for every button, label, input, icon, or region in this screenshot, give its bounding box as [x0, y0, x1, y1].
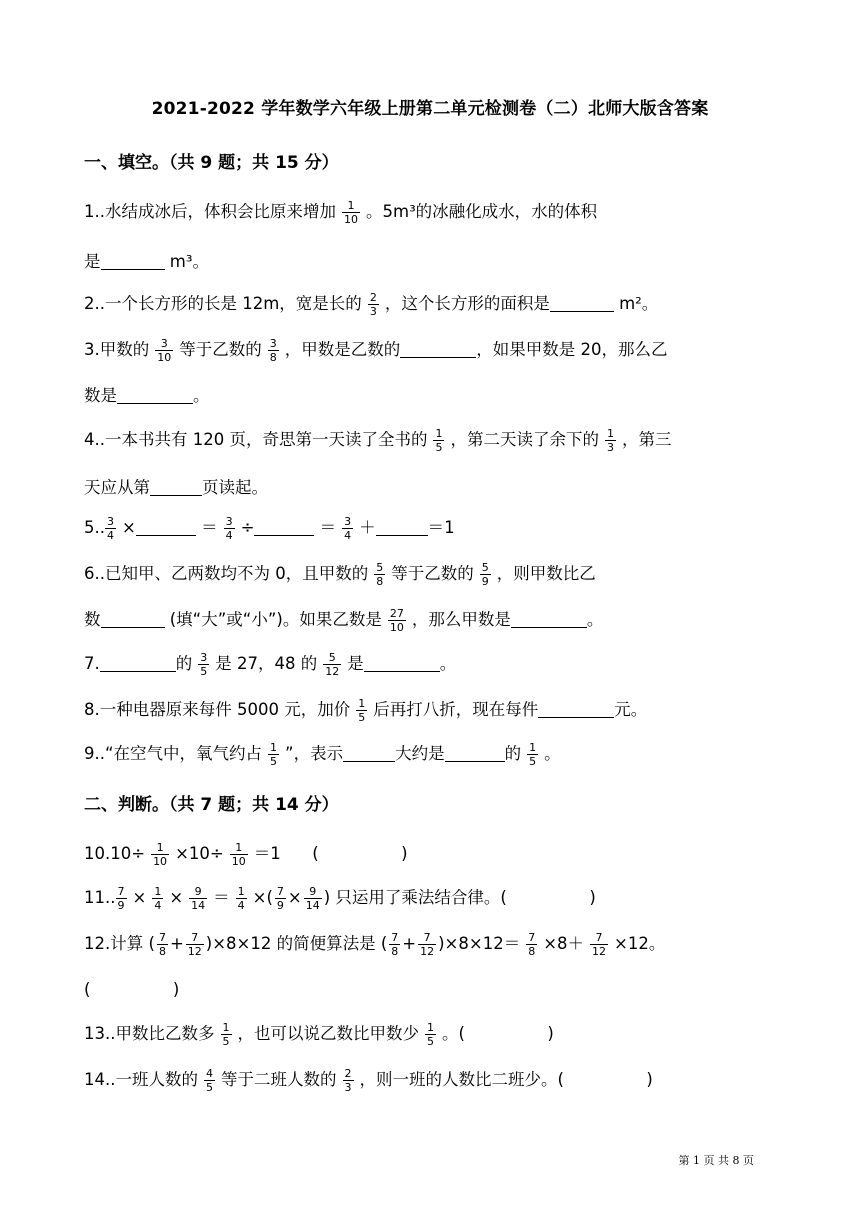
fraction: $\frac{7}{8}$ [528, 931, 536, 958]
answer-blank[interactable] [550, 295, 614, 312]
fraction: $\frac{1}{5}$ [529, 741, 537, 768]
question-4: 4..一本书共有 120 页，奇思第一天读了全书的 $\frac{1}{5}$ ，第二天读了余下的 $\frac{1}{3}$ ，第三 [84, 427, 672, 454]
fraction: $\frac{7}{12}$ [420, 931, 435, 958]
question-10: 10.10÷ $\frac{1}{10}$ ×10÷ $\frac{1}{10}$ ＝1 ( ) [84, 841, 408, 868]
question-1: 1..水结成冰后，体积会比原来增加 $\frac{1}{10}$ 。5m³的冰融化成水，水的体积 [84, 199, 598, 226]
fraction: $\frac{1}{5}$ [222, 1021, 230, 1048]
fraction: $\frac{27}{10}$ [389, 607, 404, 634]
fraction: $\frac{3}{10}$ [157, 337, 172, 364]
fraction: $\frac{1}{5}$ [358, 697, 366, 724]
fraction: $\frac{3}{5}$ [200, 651, 208, 678]
fraction: $\frac{1}{10}$ [344, 199, 358, 226]
answer-blank[interactable] [364, 655, 440, 672]
question-13: 13..甲数比乙数多 $\frac{1}{5}$ ，也可以说乙数比甲数少 $\frac{1}{5}$ 。( ) [84, 1021, 554, 1048]
fraction: $\frac{7}{12}$ [592, 931, 607, 958]
answer-blank[interactable] [100, 655, 176, 672]
question-14: 14..一班人数的 $\frac{4}{5}$ 等于二班人数的 $\frac{2}{3}$ ，则一班的人数比二班少。( ) [84, 1067, 653, 1094]
fraction: $\frac{3}{8}$ [269, 337, 277, 364]
fraction: $\frac{1}{10}$ [231, 841, 246, 868]
answer-blank[interactable] [400, 341, 476, 358]
question-3: 3.甲数的 $\frac{3}{10}$ 等于乙数的 $\frac{3}{8}$ ，甲数是乙数的 ，如果甲数是 20，那么乙 [84, 337, 668, 364]
answer-blank[interactable] [101, 611, 165, 628]
question-9: 9..“在空气中，氧气约占 $\frac{1}{5}$ ”，表示 大约是 的 $\frac{1}{5}$ 。 [84, 741, 561, 768]
answer-paren[interactable]: ( ) [312, 844, 408, 863]
question-7: 7. 的 $\frac{3}{5}$ 是 27，48 的 $\frac{5}{12}$ 是 。 [84, 651, 457, 678]
question-12-cont [84, 976, 179, 1000]
question-6: 6..已知甲、乙两数均不为 0，且甲数的 $\frac{5}{8}$ 等于乙数的 $\frac{5}{9}$ ，则甲数比乙 [84, 561, 596, 588]
question-6-cont: 数 (填“大”或“小”)。如果乙数是 $\frac{27}{10}$ ，那么甲数是 。 [84, 607, 604, 634]
fraction: $\frac{3}{4}$ [344, 515, 352, 542]
section-judge-heading: 二、判断。（共 7 题；共 14 分） [84, 795, 339, 815]
answer-blank[interactable] [538, 701, 614, 718]
question-11: 11.. $\frac{7}{9}$ × $\frac{1}{4}$ × $\frac{9}{14}$ ＝ $\frac{1}{4}$ ×( $\frac{7}{9}$ × $\frac{9}{14}$ ) 只运用了乘法结合律。( ) [84, 885, 596, 912]
page-footer: 第 1 页 共 8 页 [678, 1154, 754, 1167]
question-5: 5.. $\frac{3}{4}$ × ＝ $\frac{3}{4}$ ÷ ＝ $\frac{3}{4}$ ＋ ＝1 [84, 515, 455, 542]
fraction: $\frac{1}{4}$ [237, 885, 245, 912]
fraction: $\frac{1}{10}$ [153, 841, 168, 868]
answer-blank[interactable] [101, 253, 165, 270]
question-2: 2..一个长方形的长是 12m，宽是长的 $\frac{2}{3}$ ，这个长方形的面积是 m²。 [84, 291, 659, 318]
document-title: 2021-2022 学年数学六年级上册第二单元检测卷（二）北师大版含答案 [151, 99, 709, 119]
fraction: $\frac{7}{9}$ [117, 885, 125, 912]
question-8: 8.一种电器原来每件 5000 元，加价 $\frac{1}{5}$ 后再打八折，现在每件 元。 [84, 697, 648, 724]
question-4-cont: 天应从第 页读起。 [84, 478, 268, 497]
answer-blank[interactable] [136, 519, 196, 536]
fraction: $\frac{7}{9}$ [276, 885, 284, 912]
fraction: $\frac{9}{14}$ [191, 885, 206, 912]
fraction: $\frac{7}{12}$ [187, 931, 202, 958]
fraction: $\frac{7}{8}$ [391, 931, 399, 958]
answer-blank[interactable] [445, 745, 505, 762]
fraction: $\frac{2}{3}$ [369, 291, 377, 318]
answer-blank[interactable] [117, 387, 193, 404]
answer-blank[interactable] [254, 519, 314, 536]
fraction: $\frac{9}{14}$ [305, 885, 320, 912]
question-3-cont: 数是 。 [84, 386, 210, 405]
section-fill-in-heading: 一、填空。（共 9 题；共 15 分） [84, 153, 339, 173]
answer-blank[interactable] [343, 745, 395, 762]
fraction: $\frac{3}{4}$ [107, 515, 114, 542]
fraction: $\frac{1}{5}$ [435, 427, 443, 454]
fraction: $\frac{2}{3}$ [344, 1067, 352, 1094]
fraction: $\frac{5}{9}$ [481, 561, 489, 588]
fraction: $\frac{5}{8}$ [376, 561, 384, 588]
answer-blank[interactable] [511, 611, 587, 628]
fraction: $\frac{1}{5}$ [427, 1021, 434, 1048]
fraction: $\frac{5}{12}$ [325, 651, 340, 678]
answer-blank[interactable] [376, 519, 428, 536]
answer-paren[interactable]: ( ) [84, 980, 180, 999]
fraction: $\frac{1}{3}$ [606, 427, 614, 454]
question-12: 12.计算 ( $\frac{7}{8}$ + $\frac{7}{12}$ )×8×12 的简便算法是 ( $\frac{7}{8}$ + $\frac{7}{12}$ )×8×12＝ $\frac{7}{8}$ ×8＋ $\frac{7}{12}$ ×12。 [84, 931, 666, 958]
fraction: $\frac{3}{4}$ [225, 515, 233, 542]
fraction: $\frac{1}{4}$ [154, 885, 162, 912]
fraction: $\frac{7}{8}$ [158, 931, 166, 958]
question-1-cont: 是 m³。 [84, 252, 209, 271]
fraction: $\frac{4}{5}$ [206, 1067, 213, 1094]
fraction: $\frac{1}{5}$ [270, 741, 278, 768]
answer-blank[interactable] [150, 479, 202, 496]
